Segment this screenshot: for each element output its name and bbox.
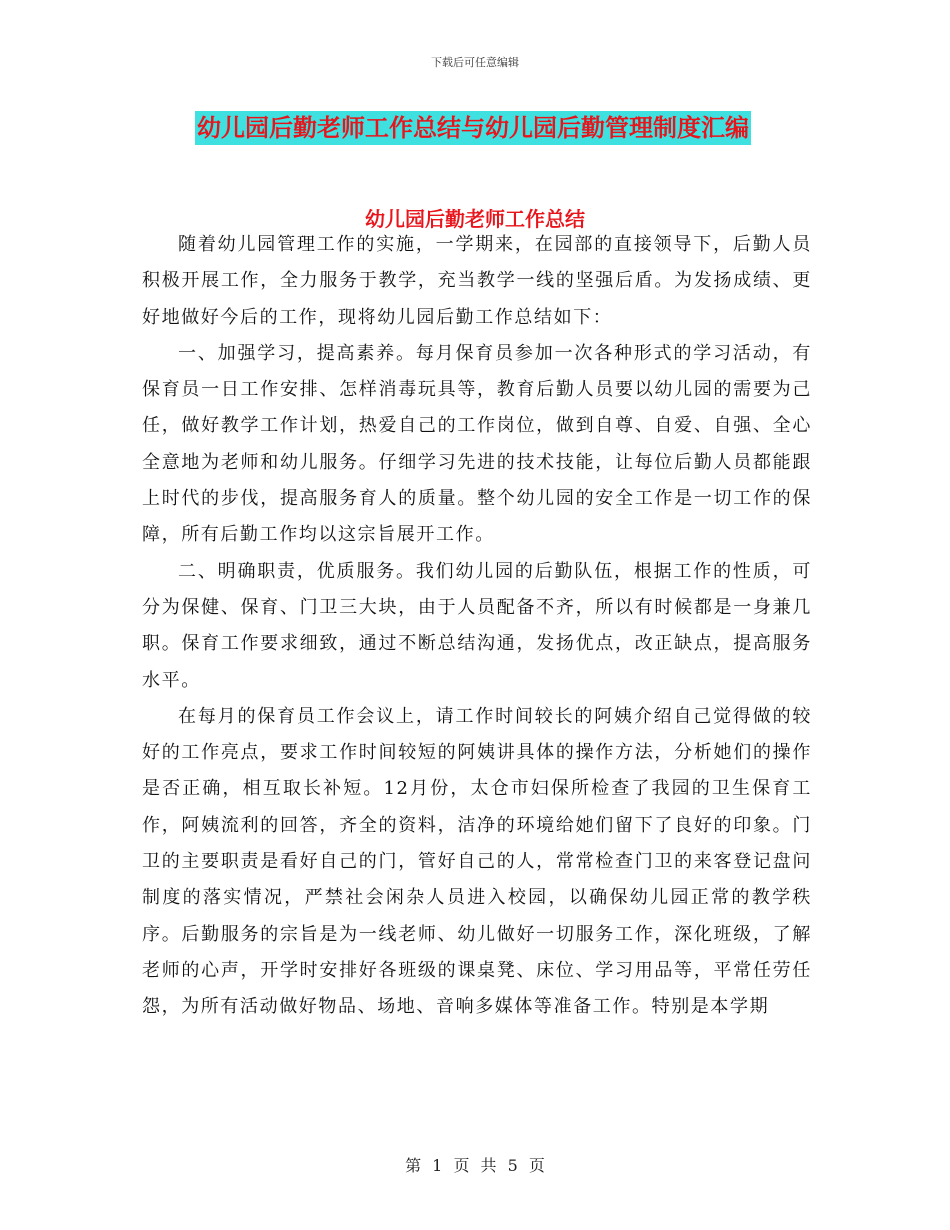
page-number: 第 1 页 共 5 页 [405,1156,545,1175]
paragraph-study: 一、加强学习，提高素养。每月保育员参加一次各种形式的学习活动，有保育员一日工作安排、怎样消毒玩具等，教育后勤人员要以幼儿园的需要为己任，做好教学工作计划，热爱自己的工作岗位，做到自尊、自爱、自强、全心全意地为老师和幼儿服务。仔细学习先进的技术技能，让每位后勤人员都能跟上时代的步伐，提高服务育人的质量。整个幼儿园的安全工作是一切工作的保障，所有后勤工作均以这宗旨展开工作。 [142,342,812,546]
body-text [142,227,812,1026]
section-title: 幼儿园后勤老师工作总结 [365,207,585,231]
document-title: 幼儿园后勤老师工作总结与幼儿园后勤管理制度汇编 [195,111,751,145]
header-note: 下载后可任意编辑 [431,56,519,69]
paragraph-meetings: 在每月的保育员工作会议上，请工作时间较长的阿姨介绍自己觉得做的较好的工作亮点，要求工作时间较短的阿姨讲具体的操作方法，分析她们的操作是否正确，相互取长补短。12月份，太仓市妇保所检查了我园的卫生保育工作，阿姨流利的回答，齐全的资料，洁净的环境给她们留下了良好的印象。门卫的主要职责是看好自己的门，管好自己的人，常常检查门卫的来客登记盘问制度的落实情况，严禁社会闲杂人员进入校园，以确保幼儿园正常的教学秩序。后勤服务的宗旨是为一线老师、幼儿做好一切服务工作，深化班级，了解老师的心声，开学时安排好各班级的课桌凳、床位、学习用品等，平常任劳任怨，为所有活动做好物品、场地、音响多媒体等准备工作。特别是本学期 [142,705,812,1018]
paragraph-duties: 二、明确职责，优质服务。我们幼儿园的后勤队伍，根据工作的性质，可分为保健、保育、门卫三大块，由于人员配备不齐，所以有时候都是一身兼几职。保育工作要求细致，通过不断总结沟通，发扬优点，改正缺点，提高服务水平。 [142,560,812,691]
paragraph-intro: 随着幼儿园管理工作的实施，一学期来，在园部的直接领导下，后勤人员积极开展工作，全力服务于教学，充当教学一线的坚强后盾。为发扬成绩、更好地做好今后的工作，现将幼儿园后勤工作总结如下： [142,234,812,328]
